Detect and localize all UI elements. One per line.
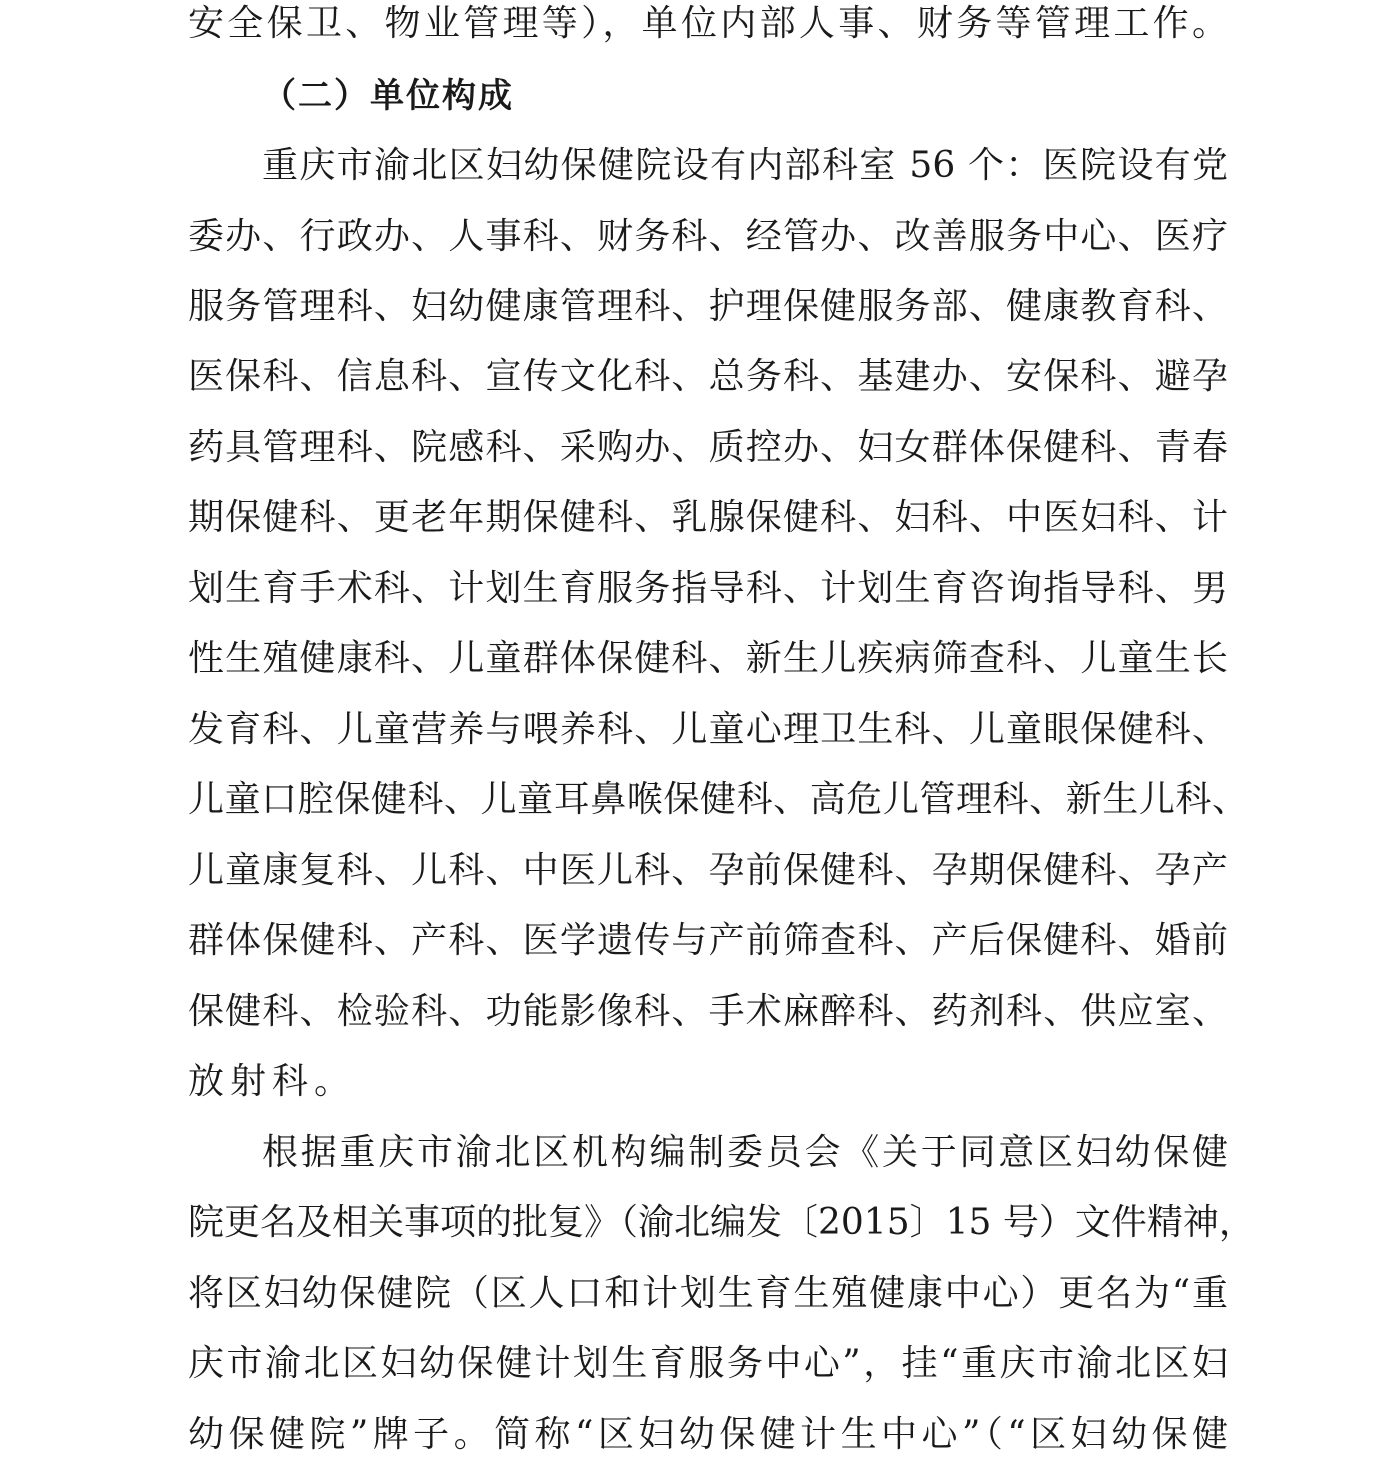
paragraph-line: 保健科、检验科、功能影像科、手术麻醉科、药剂科、供应室、 [188,991,1228,1032]
paragraph-line: 根据重庆市渝北区机构编制委员会《关于同意区妇幼保健 [262,1132,1228,1173]
paragraph-line: 重庆市渝北区妇幼保健院设有内部科室 56 个：医院设有党 [262,145,1228,186]
paragraph-line: 发育科、儿童营养与喂养科、儿童心理卫生科、儿童眼保健科、 [188,709,1228,750]
paragraph-line: 庆市渝北区妇幼保健计划生育服务中心”，挂“重庆市渝北区妇 [188,1343,1228,1384]
paragraph-line: 服务管理科、妇幼健康管理科、护理保健服务部、健康教育科、 [188,286,1228,327]
paragraph-line: 医保科、信息科、宣传文化科、总务科、基建办、安保科、避孕 [188,356,1228,397]
section-heading: （二）单位构成 [262,76,514,116]
paragraph-line: 儿童康复科、儿科、中医儿科、孕前保健科、孕期保健科、孕产 [188,850,1228,891]
paragraph-line: 将区妇幼保健院（区人口和计划生育生殖健康中心）更名为“重 [188,1273,1228,1314]
paragraph-line: 群体保健科、产科、医学遗传与产前筛查科、产后保健科、婚前 [188,920,1228,961]
paragraph-line: 幼保健院”牌子。简称“区妇幼保健计生中心”（“区妇幼保健 [188,1414,1228,1455]
paragraph-line: 药具管理科、院感科、采购办、质控办、妇女群体保健科、青春 [188,427,1228,468]
paragraph-line: 放射科。 [188,1061,357,1102]
previous-paragraph-tail: 安全保卫、物业管理等），单位内部人事、财务等管理工作。 [188,3,1228,44]
paragraph-line: 期保健科、更老年期保健科、乳腺保健科、妇科、中医妇科、计 [188,497,1228,538]
paragraph-line: 委办、行政办、人事科、财务科、经管办、改善服务中心、医疗 [188,216,1228,257]
paragraph-line: 划生育手术科、计划生育服务指导科、计划生育咨询指导科、男 [188,568,1228,609]
paragraph-line: 性生殖健康科、儿童群体保健科、新生儿疾病筛查科、儿童生长 [188,638,1228,679]
paragraph-line: 院更名及相关事项的批复》（渝北编发〔2015〕15 号）文件精神， [188,1202,1255,1243]
paragraph-line: 儿童口腔保健科、儿童耳鼻喉保健科、高危儿管理科、新生儿科、 [188,779,1248,820]
